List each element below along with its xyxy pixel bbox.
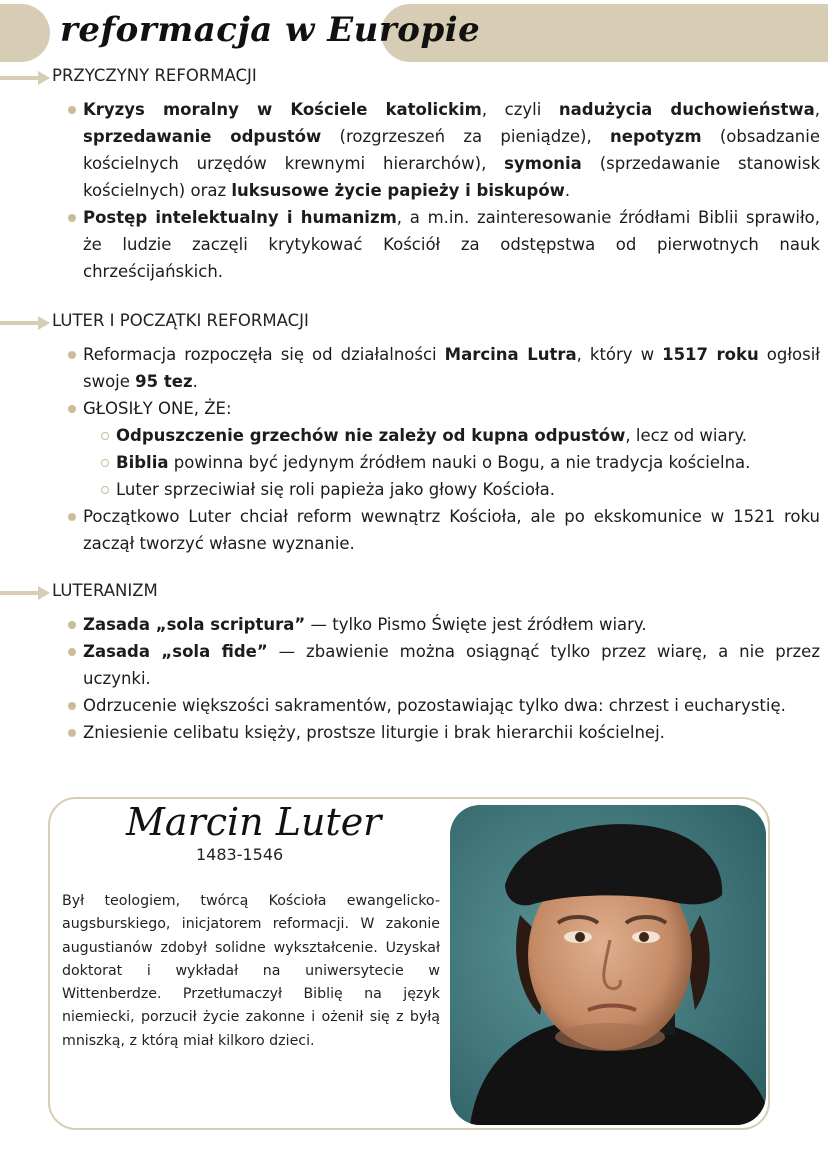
list-item: Odrzucenie większości sakramentów, pozostawiając tylko dwa: chrzest i eucharystię. <box>66 692 820 719</box>
arrow-icon <box>38 71 50 85</box>
arrow-icon <box>38 316 50 330</box>
portrait-image <box>450 805 766 1125</box>
list-item: Zasada „sola fide” — zbawienie można osiągnąć tylko przez wiarę, a nie przez uczynki. <box>66 638 820 692</box>
arrow-line <box>0 76 40 80</box>
title-banner <box>0 4 828 62</box>
section-heading-luteranizm <box>0 583 800 603</box>
list-item: Postęp intelektualny i humanizm, a m.in. zainteresowanie źródłami Biblii sprawiło, że ludzie zaczęli krytykować Kościół za odstępstwa od pierwotnych nauk chrześcijańskich. <box>66 204 820 285</box>
section-heading-luter <box>0 313 800 333</box>
section-list-luter <box>66 341 820 557</box>
bio-years: 1483-1546 <box>196 845 284 864</box>
list-item <box>66 395 820 503</box>
section-title: PRZYCZYNY REFORMACJI <box>52 66 257 85</box>
arrow-line <box>0 591 40 595</box>
list-item: Reformacja rozpoczęła się od działalności Marcina Lutra, który w 1517 roku ogłosił swoje 95 tez. <box>66 341 820 395</box>
sub-list <box>83 422 820 503</box>
list-item: Początkowo Luter chciał reform wewnątrz Kościoła, ale po ekskomunice w 1521 roku zaczął tworzyć własne wyznanie. <box>66 503 820 557</box>
banner-pill-left <box>0 4 50 62</box>
list-item-text: GŁOSIŁY ONE, ŻE: <box>83 399 232 418</box>
list-item: Zasada „sola scriptura” — tylko Pismo Święte jest źródłem wiary. <box>66 611 820 638</box>
arrow-icon <box>38 586 50 600</box>
section-list-przyczyny <box>66 96 820 285</box>
list-item: Zniesienie celibatu księży, prostsze liturgie i brak hierarchii kościelnej. <box>66 719 820 746</box>
list-item: Kryzys moralny w Kościele katolickim, czyli nadużycia duchowieństwa, sprzedawanie odpustów (rozgrzeszeń za pieniądze), nepotyzm (obsadzanie kościelnych urzędów krewnymi hierarchów), symonia (sprzedawanie stanowisk kościelnych) oraz luksusowe życie papieży i biskupów. <box>66 96 820 204</box>
sub-list-item: Biblia powinna być jedynym źródłem nauki o Bogu, a nie tradycja kościelna. <box>101 449 820 476</box>
bio-name: Marcin Luter <box>126 800 382 844</box>
section-list-luteranizm <box>66 611 820 746</box>
section-heading-przyczyny <box>0 68 800 88</box>
sub-list-item: Odpuszczenie grzechów nie zależy od kupna odpustów, lecz od wiary. <box>101 422 820 449</box>
portrait-illustration <box>450 805 766 1125</box>
section-title: LUTER I POCZĄTKI REFORMACJI <box>52 311 309 330</box>
section-title: LUTERANIZM <box>52 581 158 600</box>
page-title: reformacja w Europie <box>60 10 481 50</box>
bio-text: Był teologiem, twórcą Kościoła ewangelicko-augsburskiego, inicjatorem reformacji. W zakonie augustianów zdobył solidne wykształcenie. Uzyskał doktorat i wykładał na uniwersytecie w Wittenberdze. Przetłumaczył Biblię na język niemiecki, porzucił życie zakonne i ożenił się z byłą mniszką, z którą miał kilkoro dzieci. <box>62 893 440 1049</box>
arrow-line <box>0 321 40 325</box>
sub-list-item: Luter sprzeciwiał się roli papieża jako głowy Kościoła. <box>101 476 820 503</box>
